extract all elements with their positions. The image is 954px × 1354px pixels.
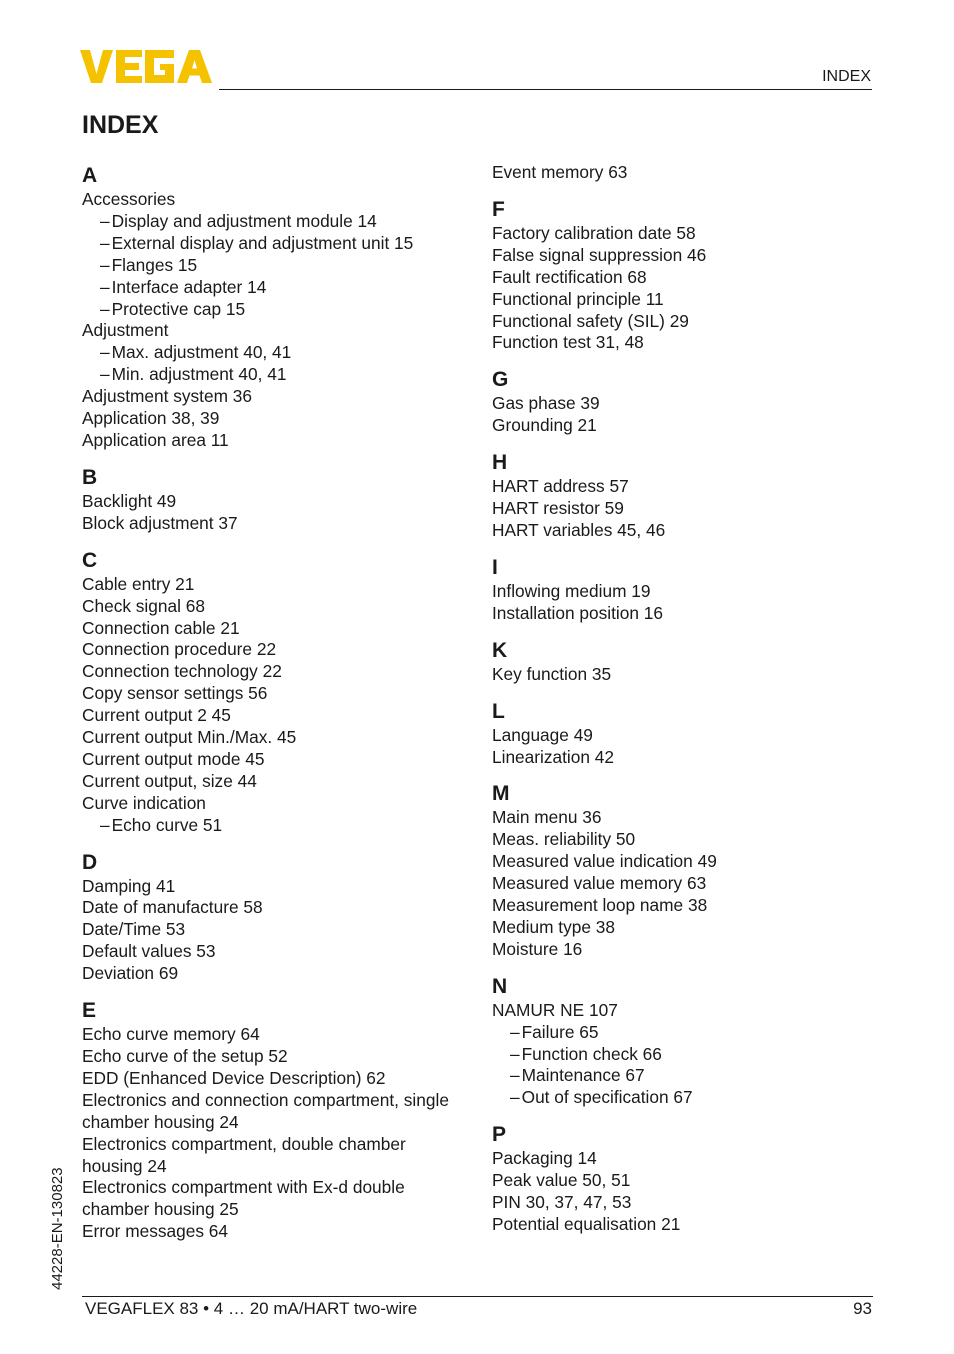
subentry-dash: – (510, 1021, 520, 1042)
index-subentry (82, 277, 462, 299)
index-subentry (82, 255, 462, 277)
index-entry-text: Flanges 15 (111, 254, 198, 275)
index-entry-text: Factory calibration date 58 (492, 222, 696, 243)
index-subentry (82, 211, 462, 233)
index-entry-text: Grounding 21 (492, 415, 597, 436)
subentry-dash: – (510, 1087, 520, 1108)
index-entry (492, 332, 872, 354)
subentry-dash: – (510, 1065, 520, 1086)
index-entry (82, 189, 462, 211)
index-entry (82, 661, 462, 683)
index-entry-text: Copy sensor settings 56 (82, 683, 268, 704)
index-entry-text: Potential equalisation 21 (492, 1214, 681, 1234)
index-entry (492, 415, 872, 437)
index-entry-text: Interface adapter 14 (111, 276, 267, 297)
index-entry (82, 1134, 462, 1178)
index-entry (492, 829, 872, 851)
index-entry-text: Electronics compartment with Ex-d double chamber housing 25 (82, 1177, 405, 1220)
index-entry (82, 727, 462, 749)
index-group (82, 465, 462, 535)
index-subentry (492, 1065, 872, 1087)
index-entry (82, 1024, 462, 1046)
index-subentry (492, 1087, 872, 1109)
subentry-dash: – (100, 254, 110, 275)
subentry-dash: – (100, 210, 110, 231)
index-entry-text: HART variables 45, 46 (492, 519, 666, 540)
index-subentry (492, 1022, 872, 1044)
index-entry-text: Date of manufacture 58 (82, 897, 263, 918)
index-entry-text: Application 38, 39 (82, 408, 220, 429)
index-entry (492, 747, 872, 769)
index-entry-text: Event memory 63 (492, 162, 628, 182)
index-entry-text: Display and adjustment module 14 (111, 210, 377, 231)
index-group (82, 998, 462, 1243)
index-letter-heading: F (492, 197, 505, 221)
index-entry-text: Language 49 (492, 724, 593, 745)
index-entry (82, 408, 462, 430)
subentry-dash: – (100, 364, 110, 385)
index-entry (82, 963, 462, 985)
index-entry (82, 596, 462, 618)
index-letter-heading: G (492, 368, 509, 392)
index-group (492, 1122, 872, 1236)
index-group (492, 162, 872, 184)
index-entry-text: Connection procedure 22 (82, 639, 277, 660)
index-entry (492, 851, 872, 873)
index-group (492, 555, 872, 625)
index-entry-text: Deviation 69 (82, 963, 179, 984)
index-group (82, 548, 462, 837)
index-entry (492, 917, 872, 939)
index-entry-text: Check signal 68 (82, 595, 205, 616)
index-entry-text: Echo curve 51 (111, 814, 223, 835)
index-column-right (492, 162, 872, 1249)
index-entry-text: Maintenance 67 (521, 1065, 645, 1086)
index-entry-text: Current output mode 45 (82, 748, 265, 769)
index-entry (82, 574, 462, 596)
index-entry-text: Error messages 64 (82, 1221, 228, 1242)
index-entry-text: Medium type 38 (492, 916, 615, 937)
index-entry (492, 895, 872, 917)
index-letter-heading: H (492, 451, 508, 475)
index-entry (82, 705, 462, 727)
index-entry-text: Current output, size 44 (82, 770, 257, 791)
footer-document-title: VEGAFLEX 83 • 4 … 20 mA/HART two-wire (85, 1299, 418, 1318)
index-entry-text: HART address 57 (492, 476, 629, 497)
index-entry (492, 223, 872, 245)
index-entry-text: Curve indication (82, 792, 206, 813)
index-group (492, 699, 872, 769)
index-letter-heading: B (82, 465, 98, 489)
index-entry-text: Block adjustment 37 (82, 512, 238, 533)
index-letter-heading: C (82, 548, 98, 572)
index-entry-text: Echo curve of the setup 52 (82, 1046, 288, 1066)
index-entry-text: Packaging 14 (492, 1148, 597, 1169)
subentry-dash: – (100, 232, 110, 253)
index-entry-text: Installation position 16 (492, 602, 664, 623)
index-entry (82, 771, 462, 793)
footer-rule (82, 1296, 873, 1297)
index-entry-text: Out of specification 67 (521, 1087, 693, 1108)
index-entry-text: External display and adjustment unit 15 (111, 232, 414, 253)
index-letter-heading: A (82, 164, 98, 187)
index-entry-text: Damping 41 (82, 875, 176, 896)
subentry-dash: – (100, 814, 110, 835)
index-entry-text: Default values 53 (82, 941, 216, 962)
index-entry (492, 1148, 872, 1170)
index-entry (82, 683, 462, 705)
index-entry-text: Moisture 16 (492, 938, 583, 959)
index-entry-text: Measured value indication 49 (492, 851, 717, 872)
index-entry-text: Adjustment (82, 320, 169, 341)
subentry-dash: – (100, 276, 110, 297)
index-entry-text: Current output Min./Max. 45 (82, 727, 297, 748)
index-entry-text: Current output 2 45 (82, 705, 231, 726)
index-entry-text: Function check 66 (521, 1043, 662, 1064)
index-entry (82, 1090, 462, 1134)
index-entry-text: Functional principle 11 (492, 288, 664, 309)
index-group (82, 850, 462, 986)
index-entry-text: Min. adjustment 40, 41 (111, 364, 287, 385)
index-entry-text: Protective cap 15 (111, 298, 246, 319)
index-entry (492, 725, 872, 747)
index-letter-heading: D (82, 850, 98, 874)
index-subentry (82, 815, 462, 837)
index-entry (82, 430, 462, 452)
page-title: INDEX (82, 111, 159, 139)
index-entry-text: HART resistor 59 (492, 498, 624, 519)
index-entry (82, 897, 462, 919)
index-subentry (82, 342, 462, 364)
index-entry-text: Accessories (82, 189, 176, 209)
index-entry-text: Fault rectification 68 (492, 266, 647, 287)
index-group (492, 197, 872, 354)
index-subentry (82, 299, 462, 321)
index-entry (82, 491, 462, 513)
index-entry (492, 807, 872, 829)
index-letter-heading: M (492, 782, 510, 806)
footer-page-number: 93 (853, 1299, 872, 1318)
index-entry-text: Meas. reliability 50 (492, 829, 636, 850)
index-entry (492, 1214, 872, 1236)
index-entry-text: Linearization 42 (492, 746, 615, 767)
index-entry-text: Peak value 50, 51 (492, 1170, 631, 1191)
index-entry (82, 1046, 462, 1068)
index-entry (492, 289, 872, 311)
index-letter-heading: L (492, 699, 505, 723)
index-entry-text: PIN 30, 37, 47, 53 (492, 1192, 632, 1213)
index-entry-text: Electronics compartment, double chamber housing 24 (82, 1133, 406, 1176)
index-entry (82, 1221, 462, 1243)
index-entry (492, 1170, 872, 1192)
index-entry-text: Application area 11 (82, 429, 229, 450)
index-entry-text: Inflowing medium 19 (492, 580, 651, 601)
index-entry (82, 639, 462, 661)
index-letter-heading: P (492, 1123, 507, 1147)
index-entry-text: Main menu 36 (492, 807, 602, 828)
index-group (492, 450, 872, 542)
index-entry (82, 386, 462, 408)
index-entry-text: Max. adjustment 40, 41 (111, 342, 292, 363)
index-entry-text: Failure 65 (521, 1021, 599, 1042)
subentry-dash: – (100, 298, 110, 319)
index-entry-text: Measurement loop name 38 (492, 895, 708, 916)
index-entry (492, 873, 872, 895)
index-entry (492, 267, 872, 289)
index-letter-heading: N (492, 974, 508, 998)
index-entry-text: Adjustment system 36 (82, 386, 253, 407)
document-code: 44228-EN-130823 (49, 1167, 66, 1290)
index-entry (492, 393, 872, 415)
index-entry-text: False signal suppression 46 (492, 244, 707, 265)
index-entry (82, 618, 462, 640)
index-entry (82, 1177, 462, 1221)
index-entry (492, 162, 872, 184)
index-entry (492, 603, 872, 625)
header-section-label: INDEX (822, 68, 871, 85)
index-entry-text: Electronics and connection compartment, single chamber housing 24 (82, 1089, 449, 1132)
index-entry (492, 1000, 872, 1022)
index-entry (492, 520, 872, 542)
index-entry (82, 793, 462, 815)
index-entry (82, 941, 462, 963)
subentry-dash: – (100, 342, 110, 363)
index-entry (492, 311, 872, 333)
index-group (492, 974, 872, 1110)
index-entry (492, 476, 872, 498)
index-entry (492, 939, 872, 961)
index-subentry (82, 364, 462, 386)
index-entry-text: Cable entry 21 (82, 573, 195, 594)
index-entry-text: Backlight 49 (82, 490, 177, 511)
index-entry (82, 513, 462, 535)
header-rule (219, 89, 872, 90)
index-entry (82, 919, 462, 941)
subentry-dash: – (510, 1043, 520, 1064)
index-entry (492, 245, 872, 267)
index-entry-text: Key function 35 (492, 663, 612, 684)
vega-logo (80, 50, 212, 84)
index-entry-text: Measured value memory 63 (492, 873, 707, 894)
index-entry-text: Connection technology 22 (82, 661, 282, 682)
index-letter-heading: K (492, 638, 508, 662)
index-entry-text: Gas phase 39 (492, 393, 600, 414)
index-entry (492, 664, 872, 686)
index-entry (82, 320, 462, 342)
index-entry-text: Function test 31, 48 (492, 332, 644, 353)
index-entry-text: Connection cable 21 (82, 617, 240, 638)
index-group (492, 638, 872, 686)
index-group (492, 367, 872, 437)
index-subentry (492, 1044, 872, 1066)
index-entry-text: NAMUR NE 107 (492, 999, 618, 1020)
index-entry-text: EDD (Enhanced Device Description) 62 (82, 1067, 386, 1088)
index-letter-heading: E (82, 999, 97, 1023)
index-entry-text: Date/Time 53 (82, 919, 186, 940)
index-entry (82, 876, 462, 898)
index-group (492, 781, 872, 960)
index-column-left (82, 163, 462, 1256)
index-group (82, 163, 462, 452)
index-entry-text: Functional safety (SIL) 29 (492, 310, 689, 331)
index-entry (492, 498, 872, 520)
index-subentry (82, 233, 462, 255)
index-entry (82, 1068, 462, 1090)
index-entry (492, 1192, 872, 1214)
index-entry (492, 581, 872, 603)
index-entry (82, 749, 462, 771)
index-entry-text: Echo curve memory 64 (82, 1024, 260, 1045)
index-letter-heading: I (492, 555, 498, 579)
